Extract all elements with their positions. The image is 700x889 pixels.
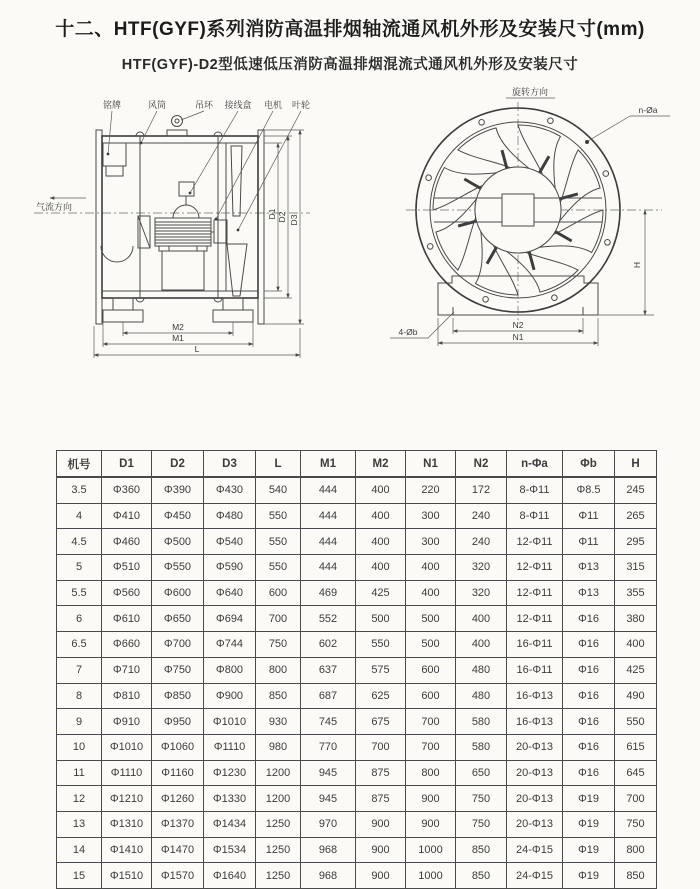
table-cell: Φ1570 xyxy=(152,863,204,889)
table-cell: 1000 xyxy=(406,837,456,863)
table-cell: Φ900 xyxy=(204,683,256,709)
column-header: N1 xyxy=(406,451,456,478)
table-cell: 444 xyxy=(301,503,356,529)
table-cell: 980 xyxy=(256,734,301,760)
table-cell: Φ510 xyxy=(102,555,152,581)
table-cell: 20-Φ13 xyxy=(507,786,563,812)
table-cell: 875 xyxy=(356,786,406,812)
table-cell: 8-Φ11 xyxy=(507,503,563,529)
table-cell: 15 xyxy=(57,863,102,889)
table-cell: 315 xyxy=(615,555,657,581)
table-cell: Φ16 xyxy=(563,760,615,786)
base-hole-callout xyxy=(390,312,454,338)
table-cell: 425 xyxy=(615,657,657,683)
table-cell: 490 xyxy=(615,683,657,709)
table-cell: Φ11 xyxy=(563,529,615,555)
table-cell: 687 xyxy=(301,683,356,709)
table-cell: 11 xyxy=(57,760,102,786)
table-cell: 8 xyxy=(57,683,102,709)
table-cell: Φ810 xyxy=(102,683,152,709)
table-cell: 850 xyxy=(456,863,507,889)
airflow-label: 气流方向 xyxy=(36,202,73,212)
table-cell: Φ1010 xyxy=(102,734,152,760)
table-cell: 500 xyxy=(406,632,456,658)
part-label-junction-box: 接线盒 xyxy=(224,100,252,110)
part-label-motor: 电机 xyxy=(263,100,283,110)
column-header: L xyxy=(256,451,301,478)
table-cell: Φ590 xyxy=(204,555,256,581)
table-row xyxy=(57,760,657,786)
table-cell: 245 xyxy=(615,477,657,503)
table-cell: 550 xyxy=(256,555,301,581)
table-cell: 750 xyxy=(256,632,301,658)
table-cell: Φ1210 xyxy=(102,786,152,812)
table-cell: 8-Φ11 xyxy=(507,477,563,503)
table-cell: 14 xyxy=(57,837,102,863)
table-cell: 580 xyxy=(456,734,507,760)
table-cell: 400 xyxy=(615,632,657,658)
table-cell: 12-Φ11 xyxy=(507,529,563,555)
dim-label-l: L xyxy=(194,344,200,354)
table-cell: 602 xyxy=(301,632,356,658)
base-dimensions xyxy=(438,318,598,346)
table-cell: 800 xyxy=(615,837,657,863)
table-cell: Φ850 xyxy=(152,683,204,709)
table-cell: Φ660 xyxy=(102,632,152,658)
table-cell: Φ650 xyxy=(152,606,204,632)
table-cell: Φ1230 xyxy=(204,760,256,786)
table-cell: Φ560 xyxy=(102,580,152,606)
table-cell: 9 xyxy=(57,709,102,735)
nameplate xyxy=(103,143,126,176)
table-cell: 400 xyxy=(406,555,456,581)
bolt-hole-callout xyxy=(585,105,670,144)
table-cell: 12-Φ11 xyxy=(507,555,563,581)
table-cell: 480 xyxy=(456,683,507,709)
table-row xyxy=(57,477,657,503)
table-cell: 240 xyxy=(456,503,507,529)
table-cell: 1200 xyxy=(256,760,301,786)
table-cell: 380 xyxy=(615,606,657,632)
table-cell: Φ16 xyxy=(563,632,615,658)
table-cell: Φ744 xyxy=(204,632,256,658)
column-header: n-Φa xyxy=(507,451,563,478)
table-cell: 300 xyxy=(406,503,456,529)
table-cell: 675 xyxy=(356,709,406,735)
table-cell: 5 xyxy=(57,555,102,581)
table-cell: Φ19 xyxy=(563,811,615,837)
table-cell: 550 xyxy=(615,709,657,735)
table-cell: 600 xyxy=(406,657,456,683)
column-header: M1 xyxy=(301,451,356,478)
table-cell: 875 xyxy=(356,760,406,786)
front-view-drawing xyxy=(378,82,700,372)
dim-label-m1: M1 xyxy=(172,333,184,343)
table-cell: 295 xyxy=(615,529,657,555)
table-cell: 5.5 xyxy=(57,580,102,606)
table-cell: 900 xyxy=(406,786,456,812)
table-cell: 900 xyxy=(356,811,406,837)
table-row xyxy=(57,683,657,709)
table-cell: Φ13 xyxy=(563,580,615,606)
table-cell: Φ1534 xyxy=(204,837,256,863)
table-cell: 16-Φ13 xyxy=(507,683,563,709)
table-row xyxy=(57,555,657,581)
table-cell: 16-Φ13 xyxy=(507,709,563,735)
table-cell: 20-Φ13 xyxy=(507,760,563,786)
table-cell: 645 xyxy=(615,760,657,786)
column-header: Φb xyxy=(563,451,615,478)
dim-label-n2: N2 xyxy=(512,320,524,330)
impeller xyxy=(211,146,247,296)
table-cell: 444 xyxy=(301,477,356,503)
table-cell: 240 xyxy=(456,529,507,555)
table-cell: Φ360 xyxy=(102,477,152,503)
table-cell: 355 xyxy=(615,580,657,606)
height-dimension xyxy=(598,210,654,315)
spec-table xyxy=(56,450,657,889)
part-labels xyxy=(103,99,310,231)
dim-label-d1: D1 xyxy=(267,208,277,220)
table-cell: Φ13 xyxy=(563,555,615,581)
table-cell: Φ550 xyxy=(152,555,204,581)
dim-label-d2: D2 xyxy=(277,211,287,223)
table-cell: 1250 xyxy=(256,811,301,837)
page-title: 十二、HTF(GYF)系列消防高温排烟轴流通风机外形及安装尺寸(mm) xyxy=(55,19,645,40)
table-cell: 4 xyxy=(57,503,102,529)
table-cell: Φ1410 xyxy=(102,837,152,863)
junction-box xyxy=(173,182,199,218)
table-cell: 12 xyxy=(57,786,102,812)
table-cell: Φ640 xyxy=(204,580,256,606)
table-cell: 400 xyxy=(406,580,456,606)
rotation-label: 旋转方向 xyxy=(511,87,549,97)
table-cell: 550 xyxy=(356,632,406,658)
table-cell: Φ19 xyxy=(563,837,615,863)
table-cell: Φ16 xyxy=(563,683,615,709)
table-cell: 700 xyxy=(406,734,456,760)
table-cell: 13 xyxy=(57,811,102,837)
part-label-lifting-ring: 吊环 xyxy=(194,100,214,110)
table-cell: 7 xyxy=(57,657,102,683)
table-cell: Φ600 xyxy=(152,580,204,606)
table-cell: 12-Φ11 xyxy=(507,606,563,632)
table-cell: 750 xyxy=(615,811,657,837)
column-header: 机号 xyxy=(57,451,102,478)
table-cell: Φ800 xyxy=(204,657,256,683)
mounting-feet xyxy=(103,298,253,322)
table-cell: Φ16 xyxy=(563,606,615,632)
table-cell: 700 xyxy=(256,606,301,632)
table-cell: 4.5 xyxy=(57,529,102,555)
table-cell: 1250 xyxy=(256,837,301,863)
table-cell: 800 xyxy=(256,657,301,683)
table-cell: 469 xyxy=(301,580,356,606)
table-cell: Φ1060 xyxy=(152,734,204,760)
table-cell: 320 xyxy=(456,555,507,581)
table-cell: 900 xyxy=(356,837,406,863)
dim-label-h: H xyxy=(632,261,642,269)
table-cell: Φ540 xyxy=(204,529,256,555)
table-cell: Φ8.5 xyxy=(563,477,615,503)
table-cell: Φ1260 xyxy=(152,786,204,812)
part-label-impeller: 叶轮 xyxy=(291,100,311,110)
table-cell: Φ1470 xyxy=(152,837,204,863)
shaft-square xyxy=(502,194,534,226)
table-cell: 444 xyxy=(301,529,356,555)
table-cell: 800 xyxy=(406,760,456,786)
table-cell: 970 xyxy=(301,811,356,837)
table-row xyxy=(57,837,657,863)
table-cell: Φ16 xyxy=(563,734,615,760)
table-cell: 750 xyxy=(456,811,507,837)
table-cell: 850 xyxy=(615,863,657,889)
table-cell: 6 xyxy=(57,606,102,632)
table-cell: 600 xyxy=(256,580,301,606)
table-cell: 444 xyxy=(301,555,356,581)
table-cell: 320 xyxy=(456,580,507,606)
table-cell: 900 xyxy=(356,863,406,889)
table-row xyxy=(57,786,657,812)
table-cell: 575 xyxy=(356,657,406,683)
table-cell: Φ950 xyxy=(152,709,204,735)
table-cell: 400 xyxy=(356,555,406,581)
column-header: D3 xyxy=(204,451,256,478)
table-row xyxy=(57,709,657,735)
table-cell: 24-Φ15 xyxy=(507,837,563,863)
column-header: D2 xyxy=(152,451,204,478)
table-row xyxy=(57,811,657,837)
column-header: H xyxy=(615,451,657,478)
side-view-drawing xyxy=(28,86,364,364)
table-cell: 700 xyxy=(406,709,456,735)
table-cell: Φ1640 xyxy=(204,863,256,889)
table-row xyxy=(57,606,657,632)
table-cell: 552 xyxy=(301,606,356,632)
table-cell: 968 xyxy=(301,863,356,889)
inlet-bell xyxy=(101,246,133,262)
table-row xyxy=(57,529,657,555)
table-cell: Φ750 xyxy=(152,657,204,683)
table-cell: 12-Φ11 xyxy=(507,580,563,606)
table-cell: 625 xyxy=(356,683,406,709)
table-cell: Φ19 xyxy=(563,863,615,889)
header-row xyxy=(57,451,657,478)
table-cell: Φ1110 xyxy=(102,760,152,786)
table-cell: 770 xyxy=(301,734,356,760)
table-cell: Φ1310 xyxy=(102,811,152,837)
table-cell: Φ700 xyxy=(152,632,204,658)
table-cell: 24-Φ15 xyxy=(507,863,563,889)
table-cell: Φ1160 xyxy=(152,760,204,786)
table-cell: 20-Φ13 xyxy=(507,811,563,837)
table-cell: Φ694 xyxy=(204,606,256,632)
table-cell: 900 xyxy=(406,811,456,837)
table-cell: 945 xyxy=(301,786,356,812)
table-cell: 500 xyxy=(406,606,456,632)
table-cell: 600 xyxy=(406,683,456,709)
table-cell: Φ1010 xyxy=(204,709,256,735)
part-label-nameplate: 铭牌 xyxy=(102,100,122,110)
rotation-direction xyxy=(506,86,555,98)
table-cell: 1250 xyxy=(256,863,301,889)
table-cell: 400 xyxy=(356,477,406,503)
table-cell: 580 xyxy=(456,709,507,735)
table-cell: 550 xyxy=(256,503,301,529)
motor xyxy=(138,216,211,290)
table-row xyxy=(57,632,657,658)
table-cell: 945 xyxy=(301,760,356,786)
table-cell: 550 xyxy=(256,529,301,555)
table-cell: 745 xyxy=(301,709,356,735)
table-cell: 16-Φ11 xyxy=(507,632,563,658)
table-cell: Φ11 xyxy=(563,503,615,529)
table-cell: 650 xyxy=(456,760,507,786)
table-cell: 968 xyxy=(301,837,356,863)
table-cell: Φ410 xyxy=(102,503,152,529)
table-cell: 10 xyxy=(57,734,102,760)
dim-label-m2: M2 xyxy=(172,322,184,332)
table-cell: Φ1510 xyxy=(102,863,152,889)
page-subtitle: HTF(GYF)-D2型低速低压消防高温排烟混流式通风机外形及安装尺寸 xyxy=(121,57,579,73)
table-cell: Φ19 xyxy=(563,786,615,812)
table-cell: 1000 xyxy=(406,863,456,889)
table-cell: 172 xyxy=(456,477,507,503)
table-cell: Φ16 xyxy=(563,657,615,683)
table-cell: 850 xyxy=(256,683,301,709)
table-cell: 3.5 xyxy=(57,477,102,503)
table-cell: 400 xyxy=(356,529,406,555)
table-row xyxy=(57,503,657,529)
table-cell: 220 xyxy=(406,477,456,503)
table-cell: 400 xyxy=(356,503,406,529)
table-cell: 615 xyxy=(615,734,657,760)
table-cell: 700 xyxy=(356,734,406,760)
table-cell: 480 xyxy=(456,657,507,683)
table-cell: 400 xyxy=(456,632,507,658)
table-cell: 930 xyxy=(256,709,301,735)
table-cell: 500 xyxy=(356,606,406,632)
column-header: N2 xyxy=(456,451,507,478)
table-row xyxy=(57,863,657,889)
table-cell: Φ1110 xyxy=(204,734,256,760)
table-cell: Φ16 xyxy=(563,709,615,735)
diameter-dimensions xyxy=(264,130,304,324)
table-cell: 265 xyxy=(615,503,657,529)
length-dimensions xyxy=(94,322,300,358)
table-row xyxy=(57,657,657,683)
table-cell: Φ430 xyxy=(204,477,256,503)
table-cell: 425 xyxy=(356,580,406,606)
table-cell: 700 xyxy=(615,786,657,812)
table-cell: 750 xyxy=(456,786,507,812)
table-cell: 637 xyxy=(301,657,356,683)
table-cell: 400 xyxy=(456,606,507,632)
column-header: M2 xyxy=(356,451,406,478)
table-cell: Φ610 xyxy=(102,606,152,632)
table-cell: Φ1434 xyxy=(204,811,256,837)
dim-label-n1: N1 xyxy=(512,332,524,342)
table-cell: Φ710 xyxy=(102,657,152,683)
table-cell: Φ460 xyxy=(102,529,152,555)
table-cell: 6.5 xyxy=(57,632,102,658)
table-cell: 20-Φ13 xyxy=(507,734,563,760)
bolt-hole-label: n-Øa xyxy=(638,105,658,115)
table-cell: 300 xyxy=(406,529,456,555)
table-cell: Φ910 xyxy=(102,709,152,735)
table-cell: Φ500 xyxy=(152,529,204,555)
dim-label-d3: D3 xyxy=(289,214,299,226)
part-label-duct: 风筒 xyxy=(147,100,167,110)
table-cell: 850 xyxy=(456,837,507,863)
airflow-direction xyxy=(36,198,86,212)
table-cell: 1200 xyxy=(256,786,301,812)
table-cell: Φ480 xyxy=(204,503,256,529)
table-cell: Φ390 xyxy=(152,477,204,503)
table-cell: 16-Φ11 xyxy=(507,657,563,683)
base-hole-label: 4-Øb xyxy=(398,327,418,337)
table-cell: Φ450 xyxy=(152,503,204,529)
table-row xyxy=(57,734,657,760)
table-cell: Φ1370 xyxy=(152,811,204,837)
table-row xyxy=(57,580,657,606)
table-cell: Φ1330 xyxy=(204,786,256,812)
column-header: D1 xyxy=(102,451,152,478)
table-cell: 540 xyxy=(256,477,301,503)
